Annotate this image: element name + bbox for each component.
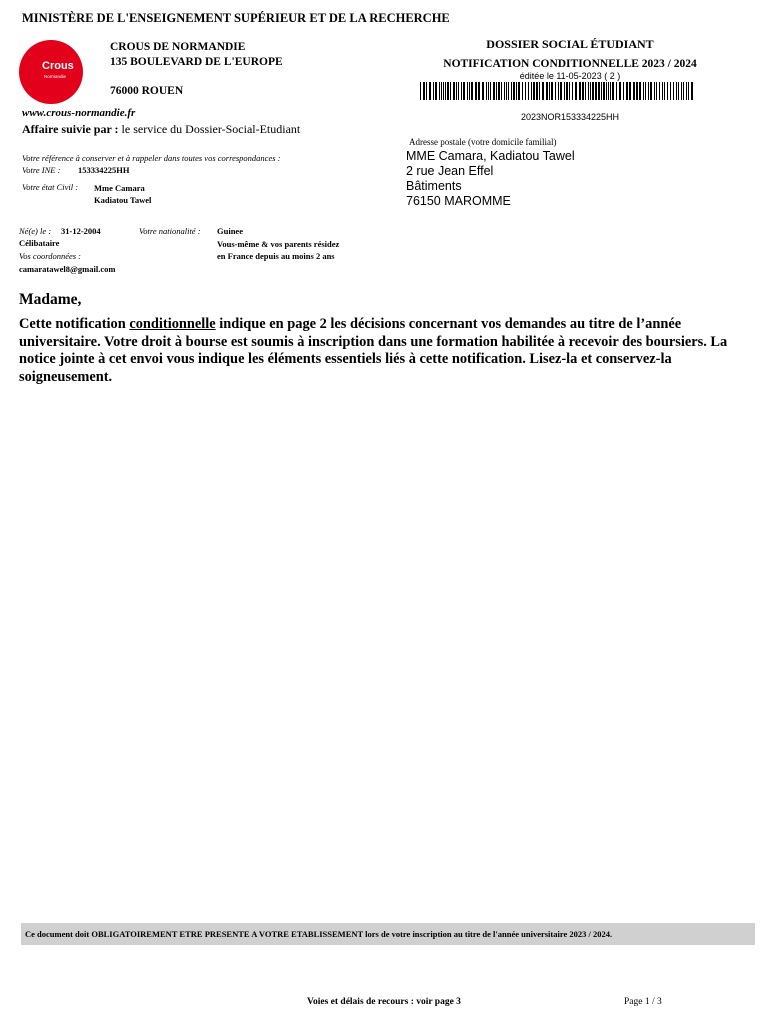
barcode-bar <box>626 82 628 100</box>
barcode-bar <box>633 82 635 100</box>
letter-body-underlined: conditionnelle <box>129 316 216 332</box>
barcode-bar <box>493 82 495 100</box>
barcode-bar <box>482 82 484 100</box>
barcode-bar <box>423 82 425 100</box>
barcode-bar <box>498 82 500 100</box>
barcode-bar <box>461 82 462 100</box>
barcode-text: 2023NOR153334225HH <box>520 112 620 122</box>
barcode-bar <box>569 82 570 100</box>
dossier-title: DOSSIER SOCIAL ÉTUDIANT <box>486 37 654 51</box>
residence-line-2: en France depuis au moins 2 ans <box>217 251 335 261</box>
edition-date: éditée le 11-05-2023 ( 2 ) <box>519 71 621 81</box>
barcode-bar <box>478 82 480 100</box>
address-label: Adresse postale (votre domicile familial) <box>409 137 557 147</box>
barcode-bar <box>456 82 457 100</box>
barcode-bar <box>546 82 548 100</box>
sender-website-link[interactable]: www.crous-normandie.fr <box>22 107 136 119</box>
barcode-bar <box>486 82 487 100</box>
barcode-bar <box>639 82 641 100</box>
barcode-bar <box>603 82 605 100</box>
barcode-bar <box>566 82 568 100</box>
barcode-bar <box>450 82 451 100</box>
sender-name: CROUS DE NORMANDIE <box>110 41 246 53</box>
barcode-bar <box>458 82 459 100</box>
barcode-bar <box>549 82 550 100</box>
ine-label: Votre INE : <box>22 165 61 175</box>
barcode-bar <box>616 82 617 100</box>
barcode-bar <box>439 82 440 100</box>
barcode-bar <box>445 82 446 100</box>
barcode-bar <box>662 82 663 100</box>
barcode-bar <box>426 82 427 100</box>
barcode-bar <box>650 82 652 100</box>
barcode-bar <box>664 82 665 100</box>
barcode-bar <box>536 82 538 100</box>
barcode-bar <box>572 82 573 100</box>
notification-title: NOTIFICATION CONDITIONNELLE 2023 / 2024 <box>443 58 697 70</box>
barcode-bar <box>490 82 491 100</box>
address-line-2: 2 rue Jean Effel <box>406 164 494 178</box>
page-number: Page 1 / 3 <box>624 997 662 1007</box>
affaire-label: Affaire suivie par : <box>22 122 119 136</box>
barcode-bar <box>516 82 517 100</box>
barcode-bar <box>590 82 591 100</box>
barcode-bar <box>676 82 677 100</box>
barcode-bar <box>533 82 535 100</box>
barcode-bar <box>531 82 532 100</box>
contact-label: Vos coordonnées : <box>19 251 82 261</box>
barcode-bar <box>673 82 674 100</box>
civil-name-line-1: Mme Camara <box>94 183 145 193</box>
barcode-bar <box>654 82 655 100</box>
civil-status-label: Votre état Civil : <box>22 182 79 192</box>
ine-value: 153334225HH <box>78 165 130 175</box>
barcode-bar <box>592 82 594 100</box>
barcode-bar <box>447 82 449 100</box>
barcode-bar <box>511 82 512 100</box>
barcode-bar <box>623 82 624 100</box>
ministry-header: MINISTÈRE DE L'ENSEIGNEMENT SUPÉRIEUR ET DE LA RECHERCHE <box>22 11 450 25</box>
recours-note: Voies et délais de recours : voir page 3 <box>307 997 461 1007</box>
barcode-bar <box>595 82 597 100</box>
barcode-bar <box>688 82 689 100</box>
address-line-1: MME Camara, Kadiatou Tawel <box>406 149 575 163</box>
barcode-bar <box>619 82 621 100</box>
barcode-bar <box>488 82 489 100</box>
crous-logo <box>19 40 83 104</box>
birth-date-value: 31-12-2004 <box>61 226 101 236</box>
barcode-bar <box>670 82 671 100</box>
barcode-bar <box>542 82 544 100</box>
barcode-bar <box>683 82 684 100</box>
barcode-bar <box>555 82 556 100</box>
barcode-bar <box>501 82 502 100</box>
barcode-bar <box>475 82 477 100</box>
barcode-bar <box>560 82 562 100</box>
nationality-value: Guinee <box>217 226 243 236</box>
barcode <box>420 82 694 100</box>
barcode-bar <box>453 82 455 100</box>
reference-note: Votre référence à conserver et à rappeler dans toutes vos correspondances : <box>22 153 281 163</box>
salutation: Madame, <box>19 291 82 308</box>
barcode-bar <box>433 82 434 100</box>
nationality-label: Votre nationalité : <box>139 226 201 236</box>
barcode-bar <box>435 82 437 100</box>
residence-line-1: Vous-même & vos parents résidez <box>217 239 340 249</box>
marital-status: Célibataire <box>19 238 60 248</box>
barcode-bar <box>551 82 553 100</box>
email-link[interactable]: camaratawel8@gmail.com <box>19 264 116 274</box>
barcode-bar <box>504 82 505 100</box>
barcode-bar <box>506 82 507 100</box>
barcode-bar <box>443 82 444 100</box>
barcode-bar <box>575 82 577 100</box>
barcode-bar <box>648 82 649 100</box>
affaire-suivie <box>22 122 300 137</box>
barcode-bar <box>469 82 470 100</box>
barcode-bar <box>525 82 526 100</box>
barcode-bar <box>441 82 442 100</box>
barcode-bar <box>612 82 614 100</box>
barcode-bar <box>429 82 431 100</box>
letter-body-part-1: Cette notification <box>19 316 130 332</box>
barcode-bar <box>686 82 687 100</box>
barcode-bar <box>467 82 468 100</box>
barcode-bar <box>539 82 540 100</box>
barcode-bar <box>564 82 565 100</box>
logo-subtitle: Normandie <box>44 74 67 79</box>
barcode-bar <box>420 82 421 100</box>
barcode-bar <box>691 82 693 100</box>
barcode-bar <box>496 82 497 100</box>
barcode-bar <box>636 82 638 100</box>
barcode-bar <box>463 82 465 100</box>
barcode-bar <box>588 82 589 100</box>
civil-name-line-2: Kadiatou Tawel <box>94 195 152 205</box>
barcode-bar <box>601 82 602 100</box>
birth-date-label: Né(e) le : <box>19 226 52 236</box>
barcode-bar <box>659 82 660 100</box>
barcode-bar <box>582 82 584 100</box>
barcode-bar <box>678 82 679 100</box>
barcode-bar <box>522 82 523 100</box>
sender-city: 76000 ROUEN <box>110 85 184 97</box>
barcode-bar <box>606 82 607 100</box>
barcode-bar <box>610 82 611 100</box>
barcode-bar <box>558 82 559 100</box>
barcode-bar <box>471 82 473 100</box>
barcode-bar <box>528 82 529 100</box>
letter-body-part-2: indique en page 2 les décisions concernant vos demandes au titre de l’année universitaire. Votre droit à bourse est soumis à inscription dans une formation habilitée à recevoir des boursiers. La notice jointe à cet envoi vous indique les éléments essentiels liés à cette notification. Lisez-la et conservez-la soigneusement. <box>19 316 728 385</box>
address-line-3: Bâtiments <box>406 179 462 193</box>
barcode-bar <box>656 82 657 100</box>
barcode-bar <box>598 82 600 100</box>
sender-street: 135 BOULEVARD DE L'EUROPE <box>110 56 283 68</box>
barcode-bar <box>579 82 581 100</box>
barcode-bar <box>518 82 520 100</box>
footer-notice: Ce document doit OBLIGATOIREMENT ETRE PRESENTE A VOTRE ETABLISSEMENT lors de votre inscription au titre de l'année universitaire 2023 / 2024. <box>25 929 613 939</box>
barcode-bar <box>681 82 682 100</box>
barcode-bar <box>643 82 644 100</box>
affaire-value: le service du Dossier-Social-Etudiant <box>121 122 301 136</box>
logo-brand: Crous <box>42 60 74 72</box>
address-line-4: 76150 MAROMME <box>406 194 511 208</box>
barcode-bar <box>608 82 609 100</box>
letter-body <box>19 316 759 386</box>
barcode-bar <box>645 82 646 100</box>
barcode-bar <box>513 82 515 100</box>
barcode-bar <box>629 82 631 100</box>
barcode-bar <box>508 82 509 100</box>
barcode-bar <box>667 82 668 100</box>
barcode-bar <box>585 82 586 100</box>
